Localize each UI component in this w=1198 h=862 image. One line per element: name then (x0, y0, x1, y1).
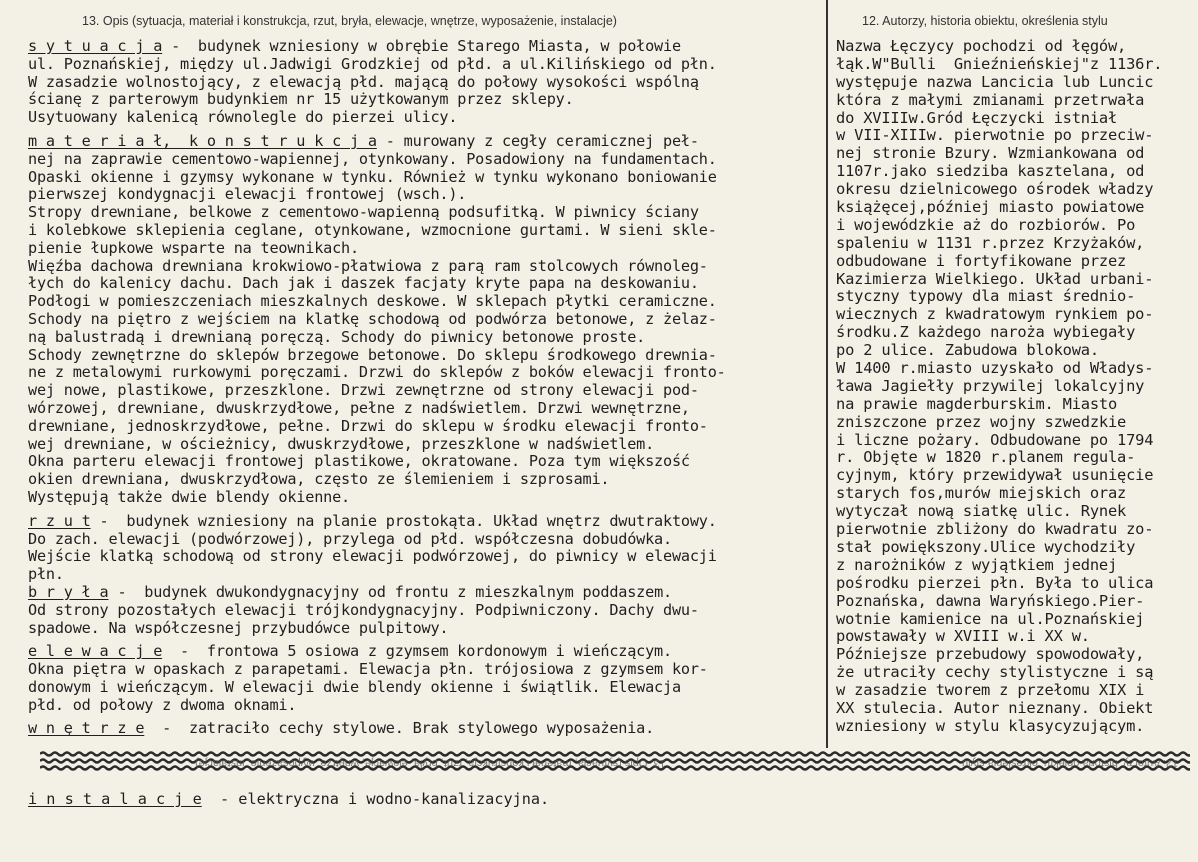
history-line: powstawały w XVIII w.i XX w. (836, 628, 1090, 646)
text-line (28, 56, 820, 74)
section-key: e l e w a c j e (28, 643, 163, 661)
history-line: zniszczone przez wojny szwedzkie (836, 413, 1127, 431)
history-line: że utraciły cechy stylistyczne i są (836, 664, 1154, 682)
line-text: wej drewniane, w ościeżnicy, dwuskrzydłowe, przeszklone w nadświetlem. (28, 435, 655, 453)
line-text: pienie łupkowe wsparte na teownikach. (28, 239, 359, 257)
history-line: stał powiększony.Ulice wychodziły (836, 538, 1136, 556)
line-text: Schody zewnętrzne do sklepów brzegowe betonowe. Do sklepu środkowego drewnia- (28, 346, 717, 364)
text-line (28, 151, 820, 169)
history-line: XX stulecia. Autor nieznany. Obiekt (836, 699, 1154, 717)
history-line: r. Objęte w 1820 r.planem regula- (836, 449, 1136, 467)
history-line: wotnie kamienice na ul.Poznańskiej (836, 610, 1145, 628)
line-text: - budynek wzniesiony w obrębie Starego Miasta, w połowie (162, 38, 681, 55)
column-divider (826, 0, 828, 748)
line-text: - budynek wzniesiony na planie prostokąta. Układ wnętrz dwutraktowy. (90, 512, 717, 530)
section-heading-line (28, 513, 820, 531)
bleed-through-text-right: 12. Autorzy, historia obiektu, określenia stylu (962, 757, 1179, 769)
section-key: s y t u a c j a (28, 38, 163, 55)
line-text: Stropy drewniane, belkowe z cementowo-wapienną podsufitką. W piwnicy ściany (28, 204, 699, 222)
line-text: drewniane, jednoskrzydłowe, pełne. Drzwi do sklepu w środku elewacji fronto- (28, 417, 708, 435)
line-text: wórzowej, drewniane, dwuskrzydłowe, pełne z nadświetlem. Drzwi wewnętrzne, (28, 399, 690, 417)
line-text: ul. Poznańskiej, między ul.Jadwigi Grodzkiej od płd. a ul.Kilińskiego od płn. (28, 55, 717, 73)
line-text: Okna piętra w opaskach z parapetami. Elewacja płn. trójosiowa z gzymsem kor- (28, 661, 708, 679)
history-line: Nazwa Łęczycy pochodzi od łęgów, (836, 38, 1127, 55)
history-line: W 1400 r.miasto uzyskało od Władys- (836, 360, 1154, 378)
text-line (28, 489, 820, 507)
history-line: występuje nazwa Lancicia lub Luncic (836, 73, 1154, 91)
text-line (28, 602, 820, 620)
installations-line (28, 790, 549, 808)
history-line: wiecznych z kwadratowym rynkiem po- (836, 306, 1154, 324)
history-line: do XVIIIw.Gród Łęczycki istniał (836, 109, 1118, 127)
text-line (28, 471, 820, 489)
history-line: odbudowane i fortyfikowane przez (836, 252, 1127, 270)
history-line: po 2 ulice. Zabudowa blokowa. (836, 342, 1099, 360)
section-heading-line (28, 643, 820, 661)
line-text: Więźba dachowa drewniana krokwiowo-płatwiowa z parą ram stolcowych równoleg- (28, 257, 708, 275)
section-heading-line (28, 720, 820, 738)
history-line: okresu dzielnicowego ośrodek władzy (836, 181, 1154, 199)
text-line (28, 453, 820, 471)
text-line (28, 311, 820, 329)
section-13-header: 13. Opis (sytuacja, materiał i konstrukcja, rzut, bryła, elewacje, wnętrze, wyposażenie, instalacje) (82, 14, 617, 28)
line-text: - zatraciło cechy stylowe. Brak stylowego wyposażenia. (144, 720, 655, 738)
text-line (28, 382, 820, 400)
history-line: Poznańska, dawna Waryńskiego.Pier- (836, 592, 1145, 610)
history-line: cyjnym, który przewidywał usunięcie (836, 467, 1154, 485)
history-line: starych fos,murów miejskich oraz (836, 485, 1127, 503)
text-line (28, 364, 820, 382)
history-line: łąk.W"Bulli Gnieźnieńskiej"z 1136r. (836, 55, 1163, 73)
text-line (28, 222, 820, 240)
line-text: nej na zaprawie cementowo-wapiennej, otynkowany. Posadowiony na fundamentach. (28, 150, 717, 168)
text-line (28, 347, 820, 365)
line-text: Od strony pozostałych elewacji trójkondygnacyjny. Podpiwniczony. Dachy dwu- (28, 601, 699, 619)
line-text: pierwszej kondygnacji elewacji frontowej (wsch.). (28, 186, 467, 204)
line-text: Podłogi w pomieszczeniach mieszkalnych deskowe. W sklepach płytki ceramiczne. (28, 293, 717, 311)
history-line: spaleniu w 1131 r.przez Krzyżaków, (836, 234, 1145, 252)
text-line (28, 258, 820, 276)
section-heading-line (28, 38, 820, 56)
history-line: Kazimierza Wielkiego. Układ urbani- (836, 270, 1154, 288)
history-line: środku.Z każdego naroża wybiegały (836, 324, 1136, 342)
text-line (28, 436, 820, 454)
line-text: Występują także dwie blendy okienne. (28, 488, 350, 506)
history-line: 1107r.jako siedziba kasztelana, od (836, 163, 1145, 181)
text-line (28, 329, 820, 347)
line-text: Wejście klatką schodową od strony elewacji podwórzowej, do piwnicy w elewacji (28, 548, 717, 566)
text-line (28, 74, 820, 92)
history-line: w zasadzie tworem z przełomu XIX i (836, 682, 1145, 700)
line-text: ścianę z parterowym budynkiem nr 15 użytkowanym przez sklepy. (28, 91, 574, 109)
section-key: m a t e r i a ł, k o n s t r u k c j a (28, 132, 377, 150)
history-line: pośrodku pierzei płn. Była to ulica (836, 574, 1154, 592)
text-line (28, 661, 820, 679)
text-line (28, 620, 820, 638)
text-line (28, 91, 820, 109)
text-line (28, 566, 820, 584)
text-line (28, 531, 820, 549)
history-line: w VII-XIIIw. pierwotnie po przeciw- (836, 127, 1154, 145)
section-key: b r y ł a (28, 583, 109, 601)
line-text: Okna parteru elewacji frontowej plastikowe, okratowane. Poza tym większość (28, 453, 690, 471)
text-line (28, 186, 820, 204)
line-text: - budynek dwukondygnacyjny od frontu z mieszkalnym poddaszem. (108, 583, 672, 601)
section-heading-line (28, 584, 820, 602)
installations-key: i n s t a l a c j e (28, 790, 202, 808)
history-line: książęcej,później miasto powiatowe (836, 199, 1145, 217)
history-line: wzniesiony w stylu klasycyzującym. (836, 717, 1145, 735)
text-line (28, 679, 820, 697)
description-column (28, 38, 820, 738)
line-text: Do zach. elewacji (podwórzowej), przylega od płd. współczesna dobudówka. (28, 530, 672, 548)
history-line: i wojewódzkie aż do rozbiorów. Po (836, 216, 1136, 234)
line-text: W zasadzie wolnostojący, z elewacją płd. mającą do połowy wysokości wspólną (28, 73, 699, 91)
history-line: Późniejsze przebudowy spowodowały, (836, 646, 1145, 664)
section-12-header: 12. Autorzy, historia obiektu, określenia stylu (862, 14, 1108, 28)
section-key: w n ę t r z e (28, 720, 145, 738)
text-line (28, 697, 820, 715)
history-line: z narożników z wyjątkiem jednej (836, 556, 1118, 574)
installations-text: - elektryczna i wodno-kanalizacyjna. (201, 790, 550, 808)
history-line: styczny typowy dla miast średnio- (836, 288, 1136, 306)
line-text: - frontowa 5 osiowa z gzymsem kordonowym i wieńczącym. (162, 643, 672, 661)
text-line (28, 169, 820, 187)
line-text: spadowe. Na współczesnej przybudówce pulpitowy. (28, 619, 449, 637)
history-line: nej stronie Bzury. Wzmiankowana od (836, 145, 1145, 163)
history-line: pierwotnie zbliżony do kwadratu zo- (836, 521, 1154, 539)
wave-line (40, 753, 1190, 756)
history-line: na prawie magderburskim. Miasto (836, 395, 1118, 413)
text-line (28, 293, 820, 311)
line-text: wej nowe, plastikowe, przeszklone. Drzwi zewnętrzne od strony elewacji pod- (28, 382, 699, 400)
text-line (28, 109, 820, 127)
bleed-through-text: 13. Opis (sytuacja, materiał i konstrukcja, rzut, bryła, elewacje, wnętrze, wyposażenie, instalacje) (195, 757, 666, 769)
line-text: Schody na piętro z wejściem na klatkę schodową od podwórza betonowe, z żelaz- (28, 310, 717, 328)
line-text: łych do kalenicy dachu. Dach jak i daszek facjaty kryte papa na deskowaniu. (28, 275, 699, 293)
text-line (28, 548, 820, 566)
history-line: która z małymi zmianami przetrwała (836, 91, 1145, 109)
section-heading-line (28, 133, 820, 151)
line-text: ne z metalowymi rurkowymi poręczami. Drzwi do sklepów z boków elewacji fronto- (28, 364, 726, 382)
line-text: donowym i wieńczącym. W elewacji dwie blendy okienne i świątlik. Elewacja (28, 678, 681, 696)
history-line: ława Jagiełły przywilej lokalcyjny (836, 377, 1145, 395)
line-text: płn. (28, 566, 64, 584)
section-key: r z u t (28, 512, 91, 530)
history-column (836, 38, 1191, 736)
line-text: okien drewniana, dwuskrzydłowa, często ze ślemieniem i szprosami. (28, 471, 610, 489)
text-line (28, 240, 820, 258)
history-line: i liczne pożary. Odbudowane po 1794 (836, 431, 1154, 449)
line-text: - murowany z cegły ceramicznej peł- (376, 132, 699, 150)
text-line (28, 275, 820, 293)
text-line (28, 204, 820, 222)
history-line: wytyczał nową siatkę ulic. Rynek (836, 503, 1127, 521)
text-line (28, 418, 820, 436)
line-text: Usytuowany kalenicą równolegle do pierzei ulicy. (28, 109, 458, 127)
text-line (28, 400, 820, 418)
line-text: płd. od połowy z dwoma oknami. (28, 696, 297, 714)
line-text: i kolebkowe sklepienia ceglane, otynkowane, wzmocnione gurtami. W sieni skle- (28, 221, 717, 239)
line-text: ną balustradą i drewnianą poręczą. Schody do piwnicy betonowe proste. (28, 328, 646, 346)
line-text: Opaski okienne i gzymsy wykonane w tynku. Również w tynku wykonano boniowanie (28, 168, 717, 186)
